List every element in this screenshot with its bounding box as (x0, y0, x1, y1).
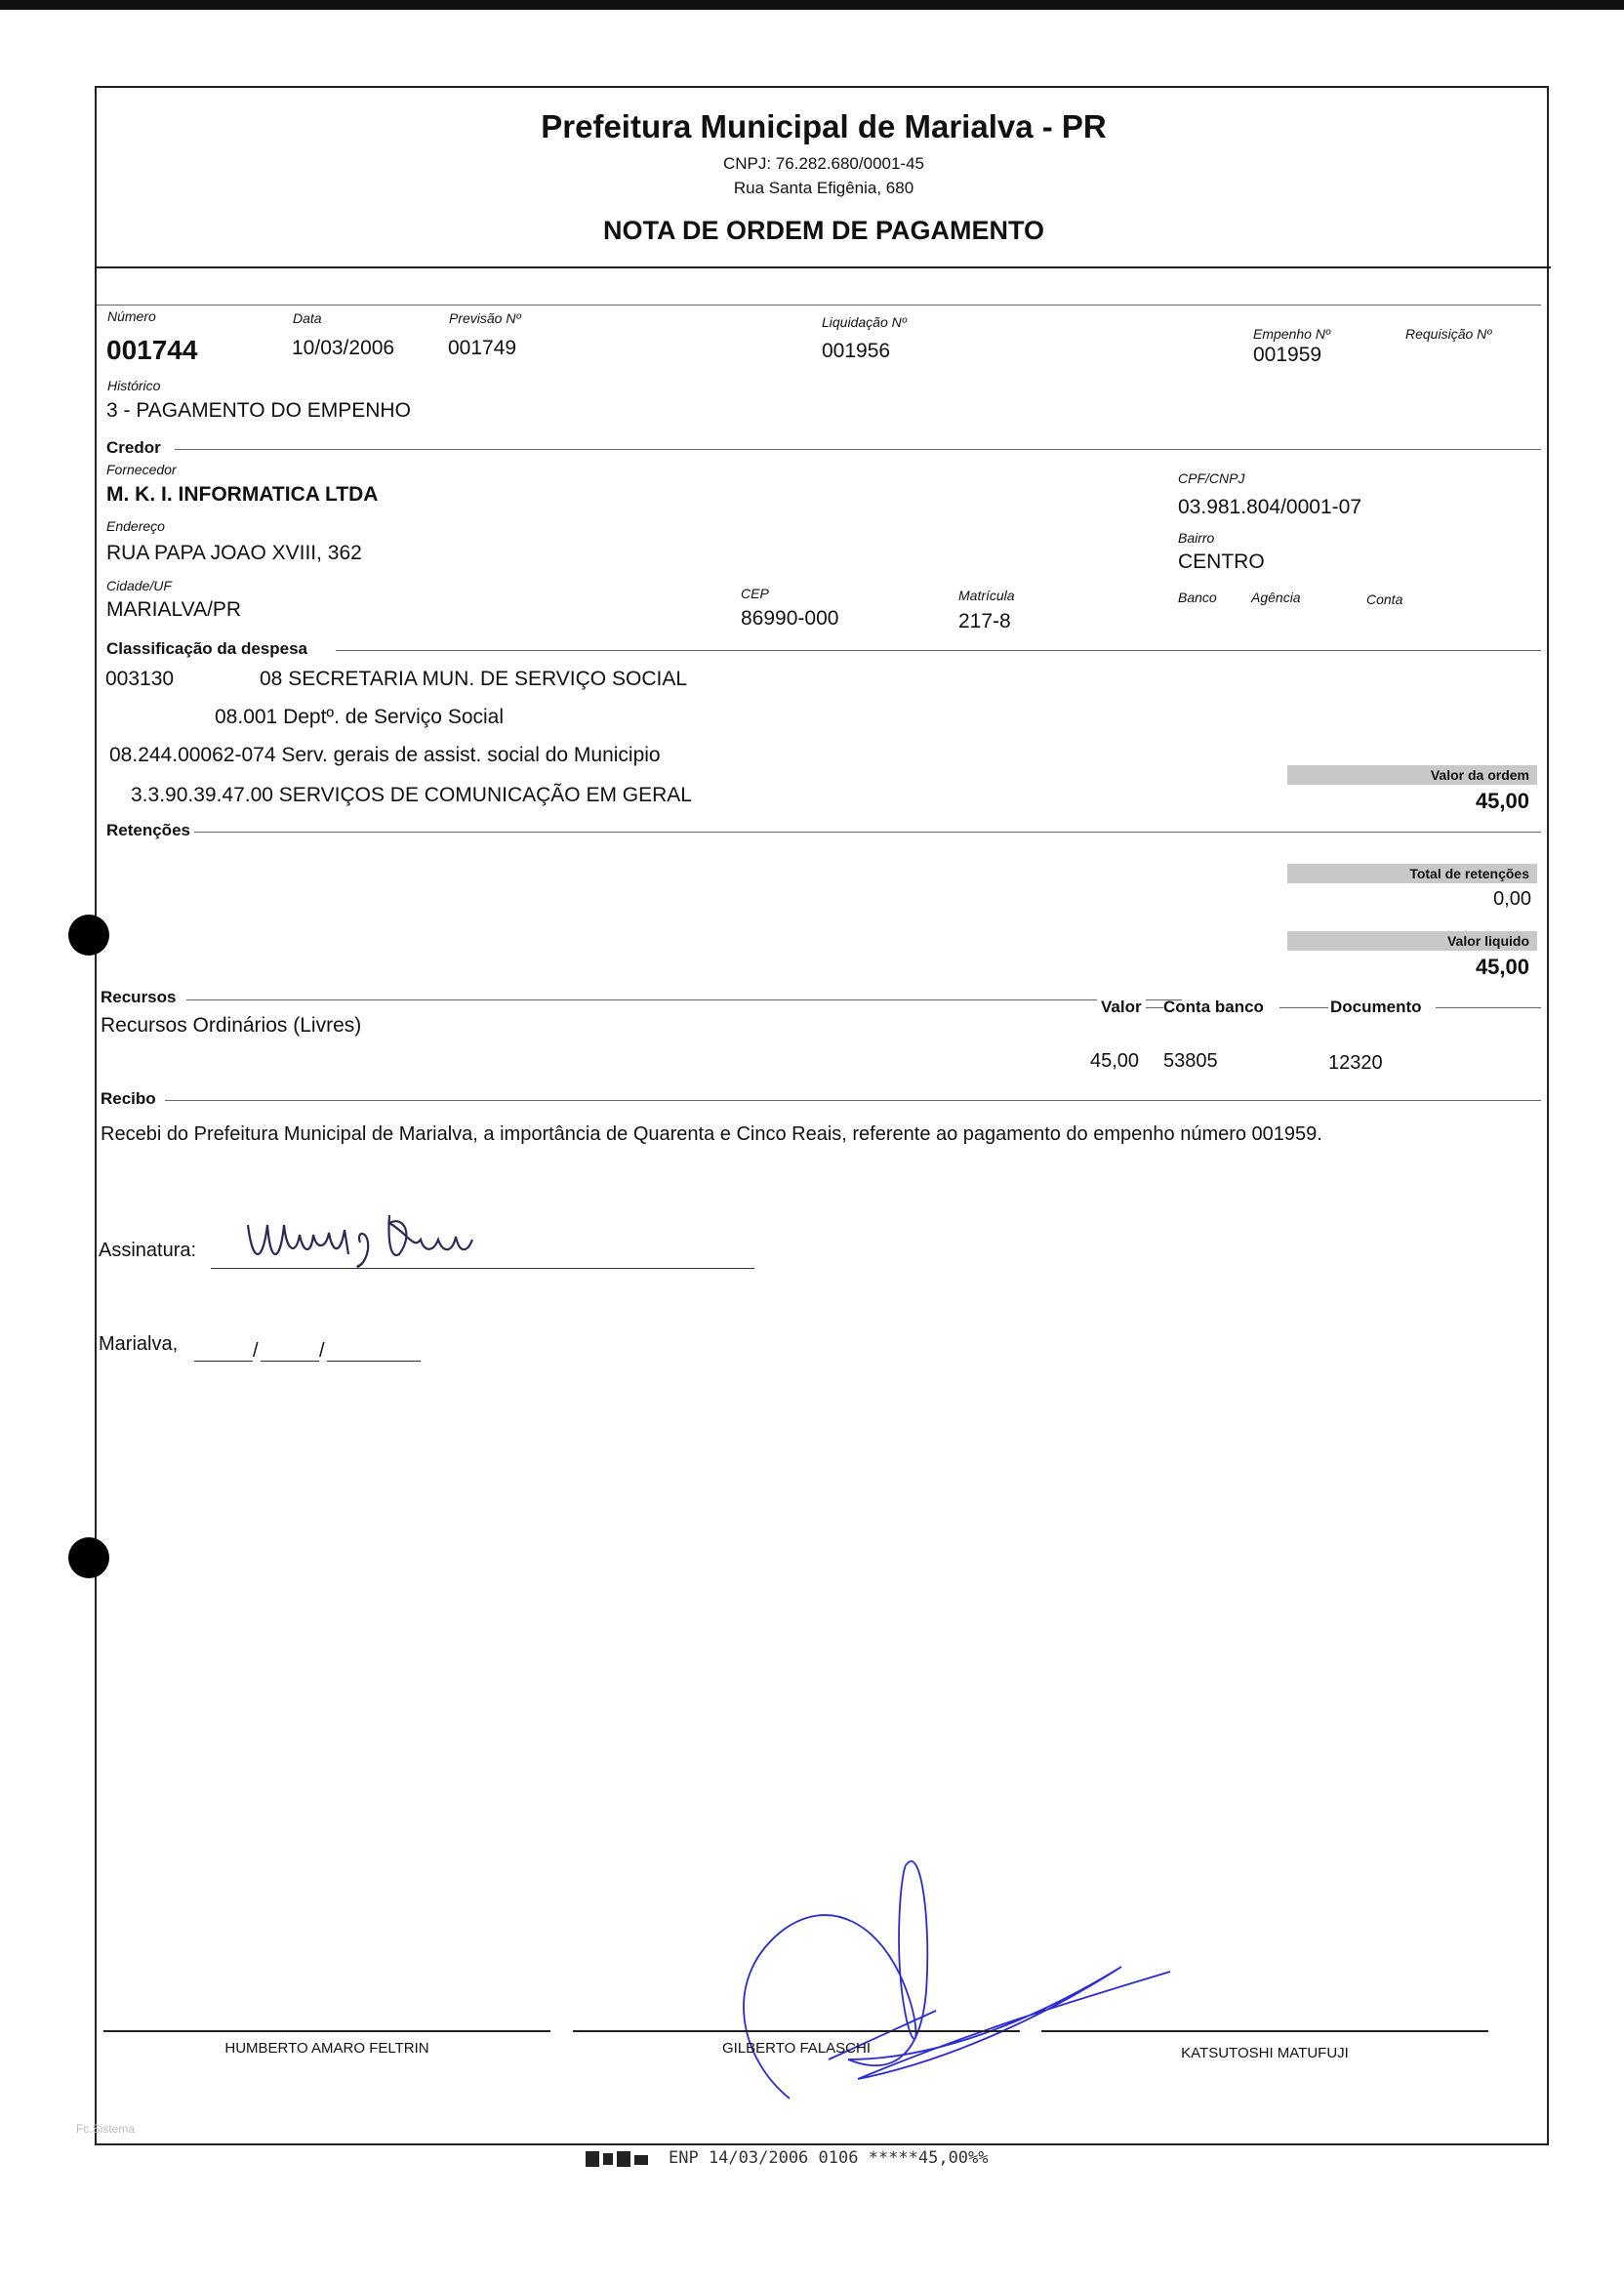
empenho-label: Empenho Nº (1253, 326, 1331, 342)
recursos-section: Recursos (101, 988, 177, 1006)
recursos-valor-label: Valor (1097, 998, 1146, 1017)
recursos-documento: 12320 (1328, 1052, 1383, 1074)
recursos-valor: 45,00 (1090, 1050, 1140, 1072)
document-frame (76, 86, 1549, 2145)
bairro-label: Bairro (1178, 530, 1215, 546)
data-value: 10/03/2006 (292, 337, 395, 359)
date-year-line (327, 1361, 421, 1362)
document-title: NOTA DE ORDEM DE PAGAMENTO (602, 216, 1044, 245)
assinatura-label: Assinatura: (99, 1240, 197, 1261)
recursos-header-connector-2 (1279, 1007, 1328, 1008)
system-watermark: Fc.Sistema (76, 2122, 136, 2136)
cpf-label: CPF/CNPJ (1178, 470, 1245, 486)
footer-stamp: ENP 14/03/2006 0106 *****45,00%% (669, 2148, 989, 2168)
cidade-label: Cidade/UF (106, 578, 172, 593)
valor-liquido-label: Valor liquido (1287, 931, 1537, 951)
recibo-text: Recebi do Prefeitura Municipal de Marialva, a importância de Quarenta e Cinco Reais, referente ao pagamento do empenho número 001959. (101, 1123, 1322, 1145)
punch-hole-bottom (68, 1537, 109, 1578)
classificacao-secretaria: 08 SECRETARIA MUN. DE SERVIÇO SOCIAL (260, 668, 688, 690)
authority-signature (682, 1767, 1229, 2138)
historico-label: Histórico (107, 378, 161, 393)
previsao-value: 001749 (448, 337, 517, 359)
date-separator-1: / (253, 1340, 259, 1362)
classificacao-rule (336, 650, 1541, 651)
retencoes-rule (194, 832, 1541, 833)
recursos-header-connector (1146, 1007, 1163, 1008)
retencoes-section: Retenções (106, 821, 190, 839)
matricula-label: Matrícula (958, 588, 1015, 603)
header-divider (97, 266, 1551, 268)
liquidacao-value: 001956 (822, 340, 891, 362)
receiver-signature (243, 1196, 633, 1274)
classificacao-code: 003130 (105, 668, 175, 690)
total-retencoes-value: 0,00 (1493, 888, 1531, 910)
header-title: Prefeitura Municipal de Marialva - PR (541, 108, 1107, 144)
classificacao-section: Classificação da despesa (106, 639, 308, 658)
agencia-label: Agência (1251, 590, 1301, 605)
numero-label: Número (107, 308, 156, 324)
recursos-header-connector-3 (1436, 1007, 1541, 1008)
banco-label: Banco (1178, 590, 1217, 605)
cpf-value: 03.981.804/0001-07 (1178, 496, 1362, 518)
header-address: Rua Santa Efigênia, 680 (733, 179, 914, 197)
order-top-rule (97, 305, 1541, 306)
scan-top-edge (0, 0, 1624, 10)
endereco-label: Endereço (106, 518, 165, 534)
footer-stamp-logo (586, 2147, 654, 2176)
date-day-line (194, 1361, 253, 1362)
classificacao-departamento: 08.001 Deptº. de Serviço Social (215, 706, 505, 728)
punch-hole-top (68, 915, 109, 956)
recursos-documento-label: Documento (1330, 998, 1422, 1016)
valor-ordem-value: 45,00 (1475, 789, 1529, 813)
endereco-value: RUA PAPA JOAO XVIII, 362 (106, 542, 362, 564)
date-month-line (261, 1361, 319, 1362)
fornecedor-value: M. K. I. INFORMATICA LTDA (106, 483, 379, 506)
conta-label: Conta (1366, 591, 1403, 607)
recursos-conta-banco-label: Conta banco (1163, 998, 1264, 1016)
date-separator-2: / (319, 1340, 325, 1362)
historico-value: 3 - PAGAMENTO DO EMPENHO (106, 399, 411, 422)
data-label: Data (293, 310, 322, 326)
header-cnpj: CNPJ: 76.282.680/0001-45 (722, 154, 925, 173)
recibo-section: Recibo (101, 1089, 156, 1108)
numero-value: 001744 (106, 335, 198, 365)
signature-line-1 (103, 2030, 550, 2032)
empenho-value: 001959 (1253, 344, 1322, 366)
credor-section: Credor (106, 438, 161, 457)
total-retencoes-label: Total de retenções (1287, 864, 1537, 883)
classificacao-elemento: 3.3.90.39.47.00 SERVIÇOS DE COMUNICAÇÃO EM GERAL (131, 784, 692, 806)
signatory-1: HUMBERTO AMARO FELTRIN (224, 2040, 429, 2057)
recursos-fonte: Recursos Ordinários (Livres) (101, 1014, 362, 1037)
requisicao-label: Requisição Nº (1405, 326, 1492, 342)
cep-value: 86990-000 (741, 607, 839, 630)
cep-label: CEP (741, 586, 769, 601)
signature-line-2 (573, 2030, 1020, 2032)
previsao-label: Previsão Nº (449, 310, 521, 326)
liquidacao-label: Liquidação Nº (822, 314, 907, 330)
recibo-rule (165, 1100, 1541, 1101)
cidade-value: MARIALVA/PR (106, 598, 242, 621)
recursos-conta-banco: 53805 (1163, 1050, 1218, 1072)
local-label: Marialva, (99, 1333, 179, 1355)
signatory-2: GILBERTO FALASCHI (722, 2040, 871, 2057)
signatory-3: KATSUTOSHI MATUFUJI (1181, 2045, 1349, 2061)
fornecedor-label: Fornecedor (106, 462, 177, 477)
valor-liquido-value: 45,00 (1475, 955, 1529, 979)
classificacao-programa: 08.244.00062-074 Serv. gerais de assist. social do Municipio (109, 744, 661, 766)
matricula-value: 217-8 (958, 610, 1011, 632)
bairro-value: CENTRO (1178, 550, 1265, 573)
valor-ordem-label: Valor da ordem (1287, 765, 1537, 785)
credor-rule (175, 449, 1541, 450)
recursos-rule (186, 999, 1182, 1000)
signature-line-3 (1041, 2030, 1488, 2032)
